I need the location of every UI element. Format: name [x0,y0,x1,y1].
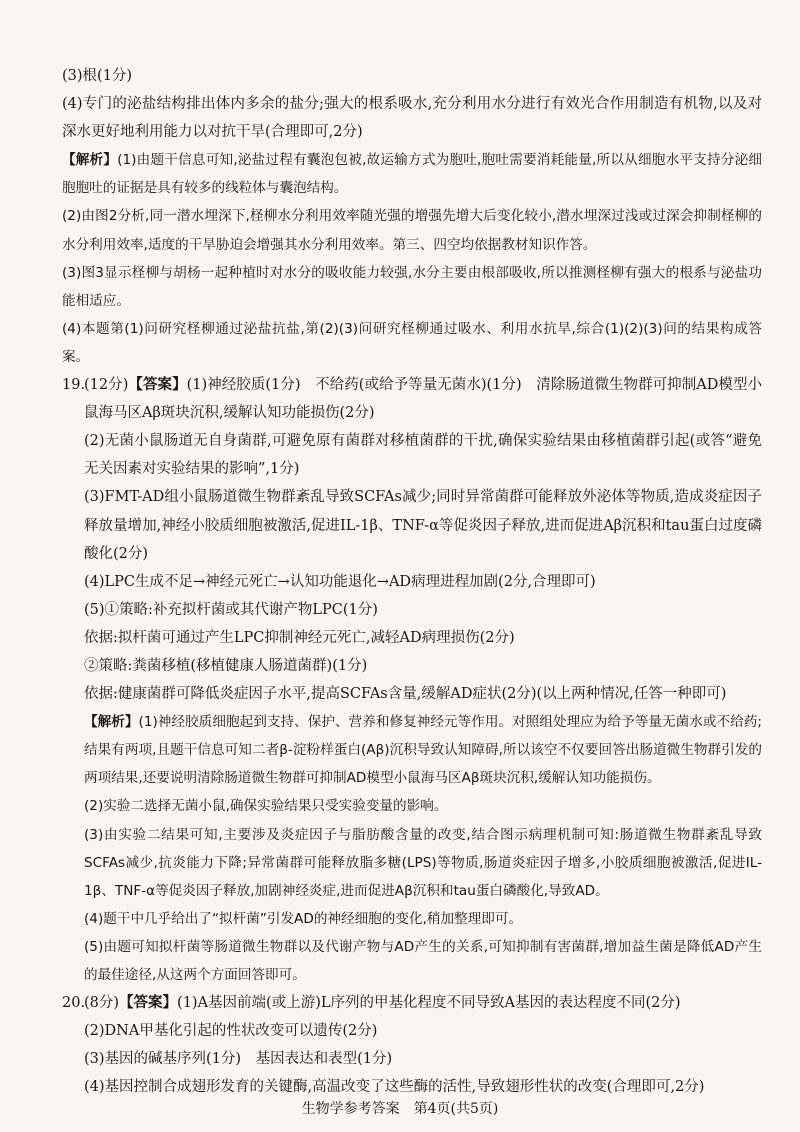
question-number: 20. [62,995,86,1012]
q19-analysis-3: (3)由实验二结果可知,主要涉及炎症因子与脂肪酸含量的改变,结合图示病理机制可知:肠道微生物群紊乱导致SCFAs减少,抗炎能力下降;异常菌群可能释放脂多糖(LPS)等物质,肠道炎症因子增多,小胶质细胞被激活,促进IL-1β、TNF-α等促炎因子释放,加剧神经炎症,进而促进Aβ沉积和tau蛋白磷酸化,导致AD。 [84,826,762,899]
score-label: (8分) [84,995,120,1012]
analysis-text: (1)神经胶质细胞起到支持、保护、营养和修复神经元等作用。对照组处理应为给予等量无菌水或不给药;结果有两项,且题干信息可知二者β-淀粉样蛋白(Aβ)沉积导致认知障碍,所以该空不仅要回答出肠道微生物群引发的两项结果,还要说明清除肠道微生物群可抑制AD模型小鼠海马区Aβ斑块沉积,缓解认知功能损伤。 [84,714,762,787]
q19-analysis-2: (2)实验二选择无菌小鼠,确保实验结果只受实验变量的影响。 [84,798,448,815]
q18-analysis-1 [62,146,762,202]
analysis-text: (1)由题干信息可知,泌盐过程有囊泡包被,故运输方式为胞吐,胞吐需要消耗能量,所以从细胞水平支持分泌细胞胞吐的证据是具有较多的线粒体与囊泡结构。 [62,152,762,197]
answer-tag: 【答案】 [128,376,187,394]
page-content [62,62,762,1101]
q19-answer-4: (4)LPC生成不足→神经元死亡→认知功能退化→AD病理进程加剧(2分,合理即可) [84,573,596,590]
answer-text: (1)A基因前端(或上游)L序列的甲基化程度不同导致A基因的表达程度不同(2分) [177,995,681,1012]
q19-answer-5-basis-2: 依据:健康菌群可降低炎症因子水平,提高SCFAs含量,缓解AD症状(2分)(以上两种情况,任答一种即可) [84,686,727,703]
q19-answer-5-strategy-2: ②策略:粪菌移植(移植健康人肠道菌群)(1分) [84,657,368,674]
analysis-tag: 【解析】 [84,714,139,731]
q18-answer-4: (4)专门的泌盐结构排出体内多余的盐分;强大的根系吸水,充分利用水分进行有效光合作用制造有机物,以及对深水更好地利用能力以对抗干旱(合理即可,2分) [62,96,762,141]
q19-analysis-4: (4)题干中几乎给出了“拟杆菌”引发AD的神经细胞的变化,稍加整理即可。 [84,910,523,927]
analysis-tag: 【解析】 [62,152,118,169]
answer-tag: 【答案】 [119,994,178,1012]
q18-analysis-2: (2)由图2分析,同一潜水埋深下,柽柳水分利用效率随光强的增强先增大后变化较小,潜水埋深过浅或过深会抑制柽柳的水分利用效率,适度的干旱胁迫会增强其水分利用效率。第三、四空均依据教材知识作答。 [62,208,762,253]
question-20 [62,989,762,1101]
question-19 [62,371,762,989]
q18-analysis-4: (4)本题第(1)问研究柽柳通过泌盐抗盐,第(2)(3)问研究柽柳通过吸水、利用水抗旱,综合(1)(2)(3)问的结果构成答案。 [62,320,762,365]
q19-answer-1 [62,371,763,427]
score-label: (12分) [84,377,129,394]
q20-answer-2: (2)DNA甲基化引起的性状改变可以遗传(2分) [84,1023,378,1040]
q19-answer-5-strategy-1: (5)①策略:补充拟杆菌或其代谢产物LPC(1分) [84,601,378,618]
q19-answer-5-basis-1: 依据:拟杆菌可通过产生LPC抑制神经元死亡,减轻AD病理损伤(2分) [84,629,515,646]
q19-analysis-5: (5)由题可知拟杆菌等肠道微生物群以及代谢产物与AD产生的关系,可知抑制有害菌群,增加益生菌是降低AD产生的最佳途径,从这两个方面回答即可。 [84,938,762,983]
q19-answer-3: (3)FMT-AD组小鼠肠道微生物群紊乱导致SCFAs减少;同时异常菌群可能释放外泌体等物质,造成炎症因子释放量增加,神经小胶质细胞被激活,促进IL-1β、TNF-α等促炎因子释放,进而促进Aβ沉积和tau蛋白过度磷酸化(2分) [84,489,762,562]
question-number: 19. [62,377,86,394]
q18-analysis-3: (3)图3显示柽柳与胡杨一起种植时对水分的吸收能力较强,水分主要由根部吸收,所以推测柽柳有强大的根系与泌盐功能相适应。 [62,264,762,309]
q18-answer-3: (3)根(1分) [62,68,133,84]
q20-answer-3: (3)基因的碱基序列(1分) 基因表达和表型(1分) [84,1051,393,1068]
answer-text: (1)神经胶质(1分) 不给药(或给予等量无菌水)(1分) 清除肠道微生物群可抑制AD模型小鼠海马区Aβ斑块沉积,缓解认知功能损伤(2分) [84,377,763,422]
q20-answer-4: (4)基因控制合成翅形发育的关键酶,高温改变了这些酶的活性,导致翅形性状的改变(合理即可,2分) [84,1079,705,1096]
q20-answer-1 [62,989,762,1017]
page-footer: 生物学参考答案 第4页(共5页) [301,1101,499,1117]
q19-answer-2: (2)无菌小鼠肠道无自身菌群,可避免原有菌群对移植菌群的干扰,确保实验结果由移植菌群引起(或答“避免无关因素对实验结果的影响”,1分) [84,433,762,478]
q19-analysis-1 [84,708,762,792]
